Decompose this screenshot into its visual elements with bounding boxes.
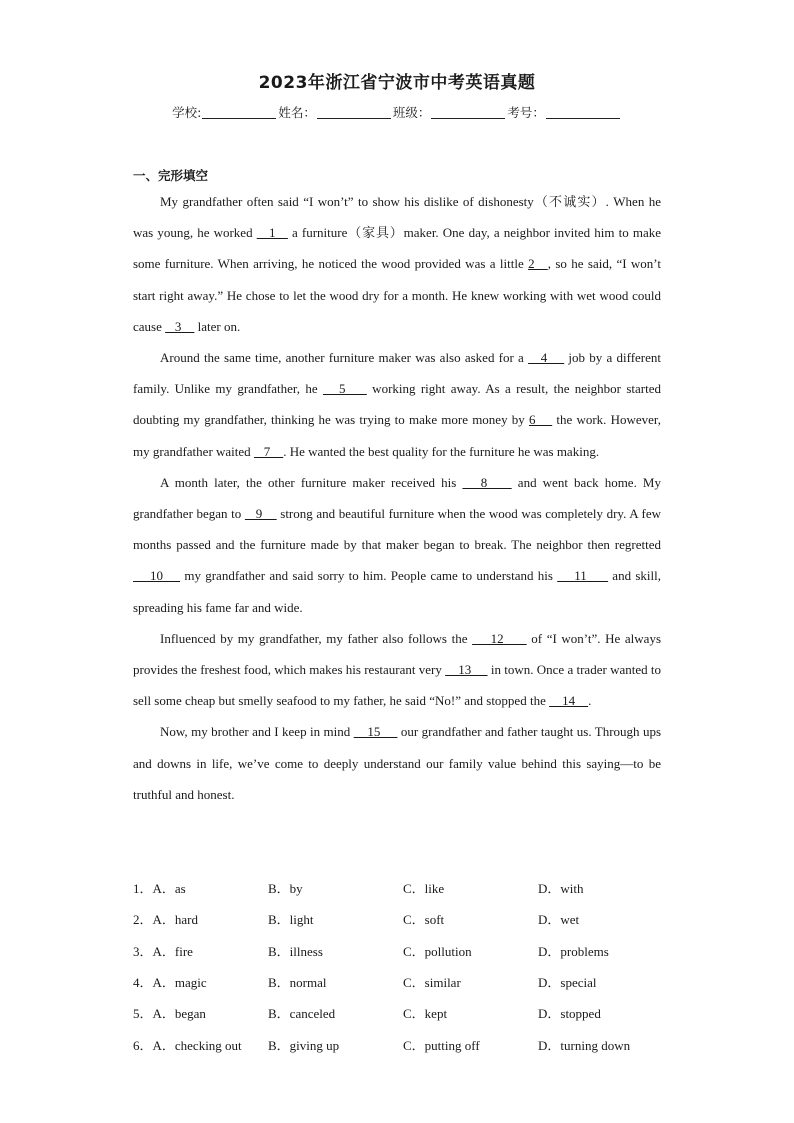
paragraph-2 [133,342,661,467]
paragraph-1 [133,186,661,342]
paragraph-4 [133,623,661,717]
question-6-options [133,1028,673,1059]
passage-text: job by a different family. Unlike my grandfather, he [133,350,662,397]
passage-text: Influenced by my grandfather, my father also follows the [160,630,473,646]
passage-text: Around the same time, another furniture maker was also asked for a [160,350,529,366]
blank-13: 13 [445,662,488,678]
passage-text: , so he said, “I won’t start right away.” He chose to let the wood dry for a month. He knew working with wet wood could cause [133,256,662,334]
passage-text: in town. Once a trader wanted to sell some cheap but smelly seafood to my father, he said “No!” and stopped the [133,662,661,709]
option-c[interactable]: C．putting off [403,1037,480,1053]
passage-text: the work. However, my grandfather waited [133,412,661,459]
class-field [393,103,508,121]
paragraph-3 [133,467,661,623]
option-a[interactable]: 6．A．checking out [133,1037,242,1053]
school-label: 学校: [172,105,202,120]
option-c[interactable]: C．pollution [403,943,472,959]
school-blank-line [202,106,276,119]
class-label: 班级： [392,105,431,120]
question-1-options [133,872,673,903]
question-4-options [133,966,673,997]
exam-number-blank-line [546,106,620,119]
option-d[interactable]: D．stopped [538,1006,601,1022]
option-a[interactable]: 2．A．hard [133,912,198,928]
blank-14: 14 [549,693,589,709]
passage-text: strong and beautiful furniture when the wood was completely dry. A few months passed and the furniture made by that maker began to break. The neighbor then regretted [133,506,661,553]
blank-5: 5 [322,381,367,397]
page-title: 2023年浙江省宁波市中考英语真题 [258,73,536,93]
option-b[interactable]: B．normal [268,975,327,991]
option-b[interactable]: B．canceled [268,1006,336,1022]
option-c[interactable]: C．similar [403,975,461,991]
passage-text: A month later, the other furniture maker received his [160,474,463,490]
class-blank-line [431,106,505,119]
exam-number-field [507,103,622,121]
question-3-options [133,935,673,966]
blank-1: 1 [256,225,288,241]
option-c[interactable]: C．soft [403,912,445,928]
paragraph-5 [133,716,661,810]
passage-text: later on. [194,318,241,334]
school-field [172,103,278,121]
option-b[interactable]: B．giving up [268,1037,340,1053]
passage-text: our grandfather and father taught us. Through ups and downs in life, we’ve come to deeply understand our family value behind this saying—to be truthful and honest. [133,724,662,802]
blank-3: 3 [165,318,195,334]
question-5-options [133,997,673,1028]
passage-text: My grandfather often said “I won’t” to show his dislike of dishonesty（不诚实）. When he was young, he worked [133,194,661,241]
option-a[interactable]: 1．A．as [133,881,186,897]
passage-text: . [588,693,592,709]
name-field [278,103,393,121]
question-2-options [133,903,673,934]
blank-9: 9 [244,506,277,522]
blank-7: 7 [253,443,284,459]
passage-text: my grandfather and said sorry to him. People came to understand his [180,568,558,584]
blank-11: 11 [557,568,609,584]
option-a[interactable]: 5．A．began [133,1006,206,1022]
exam-number-label: 考号： [507,105,545,120]
option-b[interactable]: B．light [268,912,314,928]
blank-2: 2 [528,256,548,272]
option-c[interactable]: C．kept [403,1006,448,1022]
blank-4: 4 [528,350,565,366]
blank-8: 8 [462,474,512,490]
option-a[interactable]: 4．A．magic [133,975,207,991]
option-d[interactable]: D．turning down [538,1037,631,1053]
blank-15: 15 [353,724,398,740]
cloze-passage [133,186,661,810]
name-blank-line [317,106,391,119]
option-b[interactable]: B．by [268,881,303,897]
passage-text: and went back home. My grandfather began to [133,474,661,522]
option-d[interactable]: D．with [538,881,584,897]
passage-text: Now, my brother and I keep in mind [160,724,354,740]
passage-text: of “I won’t”. He always provides the freshest food, which makes his restaurant very [133,630,662,678]
blank-12: 12 [472,630,527,646]
option-a[interactable]: 3．A．fire [133,943,193,959]
section-heading: 一、完形填空 [133,168,209,183]
passage-text: a furniture（家具）maker. One day, a neighbor invited him to make some furniture. When arriving, he noticed the wood provided was a little [133,225,661,272]
option-b[interactable]: B．illness [268,943,323,959]
student-info-row [0,103,794,121]
option-c[interactable]: C．like [403,881,445,897]
option-d[interactable]: D．special [538,975,597,991]
option-d[interactable]: D．wet [538,912,580,928]
passage-text: . He wanted the best quality for the furniture he was making. [283,443,600,459]
name-label: 姓名： [278,105,316,120]
blank-6: 6 [528,412,553,428]
option-d[interactable]: D．problems [538,943,609,959]
answer-options [133,872,673,1060]
passage-text: working right away. As a result, the neighbor started doubting my grandfather, thinking he was trying to make more money by [133,381,662,428]
passage-text: and skill, spreading his fame far and wide. [133,568,661,615]
blank-10: 10 [133,568,181,584]
